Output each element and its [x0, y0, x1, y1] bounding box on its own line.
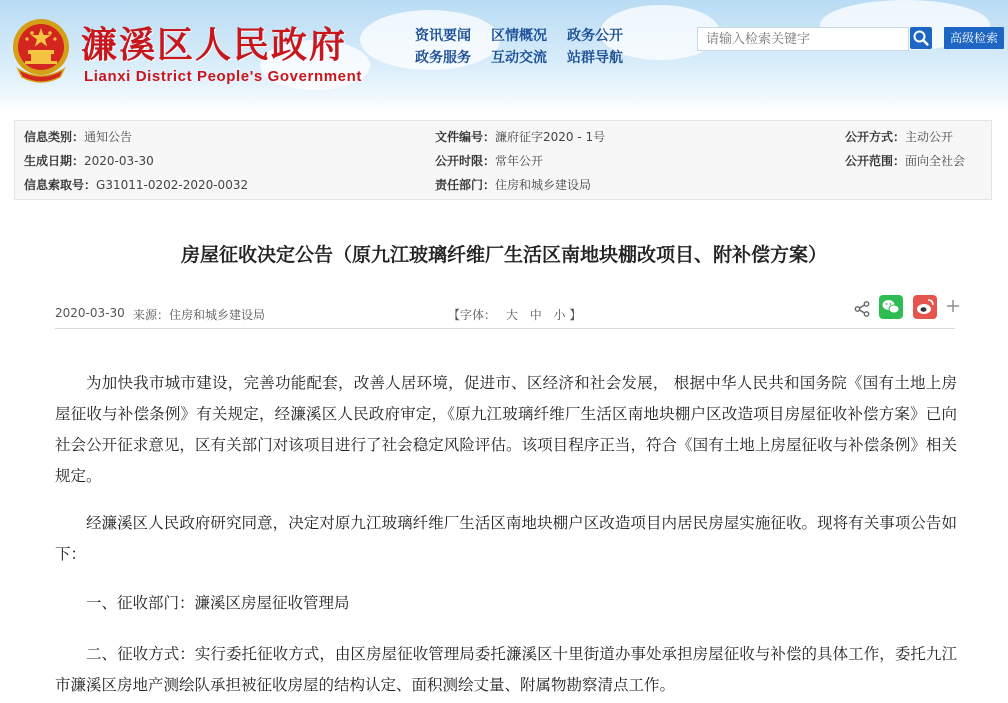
info-dept-label: 责任部门：	[435, 178, 496, 192]
article-paragraph: 二、征收方式：实行委托征收方式，由区房屋征收管理局委托濂溪区十里街道办事处承担房屋征收与补偿的具体工作，委托九江市濂溪区房地产测绘队承担被征收房屋的结构认定、面积测绘丈量、附属物勘察清点工作。	[55, 645, 957, 694]
info-open-mode-value: 主动公开	[905, 130, 954, 144]
info-date-label: 生成日期：	[24, 154, 85, 168]
font-size-switcher	[448, 306, 581, 323]
info-dept	[435, 176, 591, 193]
nav-gov-affairs-open[interactable]: 政务公开	[567, 28, 623, 44]
info-doc-no-label: 文件编号：	[435, 130, 496, 144]
site-title: 濂溪区人民政府	[81, 24, 348, 66]
info-doc-no	[435, 128, 605, 145]
info-open-scope-label: 公开范围：	[845, 154, 906, 168]
weibo-share-icon[interactable]	[913, 295, 937, 319]
nav-overview[interactable]: 区情概况	[491, 28, 547, 44]
article-source: 来源：住房和城乡建设局	[133, 308, 266, 322]
font-size-label: 【字体：	[448, 308, 497, 322]
document-info-table	[14, 120, 992, 200]
font-small-button[interactable]: 小	[553, 308, 566, 322]
info-date	[24, 152, 154, 169]
info-date-value: 2020-03-30	[84, 154, 154, 168]
nav-interaction[interactable]: 互动交流	[491, 50, 547, 66]
font-large-button[interactable]: 大	[505, 308, 518, 322]
info-open-scope-value: 面向全社会	[905, 154, 966, 168]
info-index-value: G31011-0202-2020-0032	[96, 178, 249, 192]
search-icon	[910, 27, 932, 49]
info-category	[24, 128, 132, 145]
info-open-scope	[845, 152, 965, 169]
info-index-label: 信息索取号：	[24, 178, 97, 192]
site-subtitle: Lianxi District People's Government	[84, 68, 362, 85]
info-doc-no-value: 濂府征字2020 - 1号	[495, 130, 606, 144]
article-title: 房屋征收决定公告（原九江玻璃纤维厂生活区南地块棚改项目、附补偿方案）	[180, 244, 827, 266]
article-paragraph: 经濂溪区人民政府研究同意，决定对原九江玻璃纤维厂生活区南地块棚户区改造项目内居民房屋实施征收。现将有关事项公告如下：	[55, 514, 957, 563]
info-open-mode	[845, 128, 953, 145]
wechat-share-icon[interactable]	[879, 295, 903, 319]
nav-site-group[interactable]: 站群导航	[567, 50, 623, 66]
search-button[interactable]	[910, 27, 932, 49]
article-date: 2020-03-30	[55, 306, 125, 320]
info-category-value: 通知公告	[84, 130, 133, 144]
advanced-search-button[interactable]: 高级检索	[944, 27, 1004, 49]
font-medium-button[interactable]: 中	[529, 308, 542, 322]
font-size-close: 】	[569, 308, 582, 322]
site-header	[0, 0, 1008, 112]
national-emblem-icon	[10, 17, 72, 85]
nav-news[interactable]: 资讯要闻	[415, 28, 471, 44]
article-paragraph: 为加快我市城市建设，完善功能配套，改善人居环境，促进市、区经济和社会发展， 根据中华人民共和国务院《国有土地上房屋征收与补偿条例》有关规定，经濂溪区人民政府审定，《原九江玻璃纤维厂生活区南地块棚户区改造项目房屋征收补偿方案》已向社会公开征求意见，区有关部门对该项目进行了社会稳定风险评估。该项目程序正当，符合《国有土地上房屋征收与补偿条例》相关规定。	[55, 374, 957, 485]
info-dept-value: 住房和城乡建设局	[495, 178, 592, 192]
search-input[interactable]	[697, 27, 909, 51]
info-open-mode-label: 公开方式：	[845, 130, 906, 144]
share-icon[interactable]	[853, 300, 871, 318]
info-open-time	[435, 152, 543, 169]
info-index	[24, 176, 248, 193]
nav-gov-services[interactable]: 政务服务	[415, 50, 471, 66]
more-share-icon[interactable]	[946, 299, 960, 313]
info-category-label: 信息类别：	[24, 130, 85, 144]
article-paragraph: 一、征收部门：濂溪区房屋征收管理局	[86, 594, 350, 612]
meta-divider	[55, 328, 955, 329]
info-open-time-value: 常年公开	[495, 154, 544, 168]
info-open-time-label: 公开时限：	[435, 154, 496, 168]
